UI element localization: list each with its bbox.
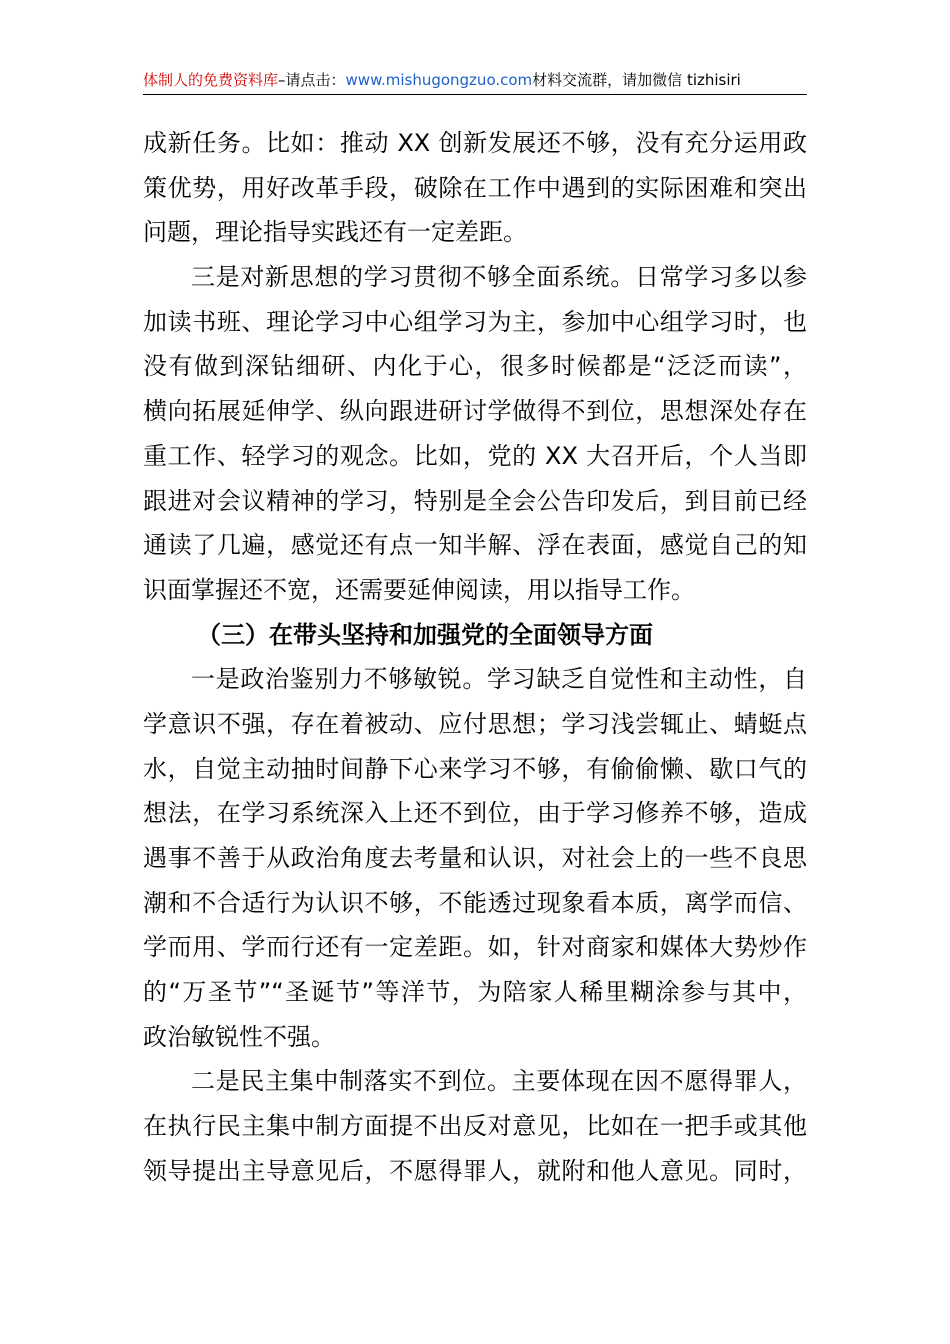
text-line: 潮和不合适行为认识不够，不能透过现象看本质，离学而信、: [143, 888, 807, 917]
text-line: 加读书班、理论学习中心组学习为主，参加中心组学习时，也: [143, 307, 807, 336]
page-header: [143, 66, 807, 95]
text-line: 政治敏锐性不强。: [143, 1022, 335, 1051]
text-line: 跟进对会议精神的学习，特别是全会公告印发后，到目前已经: [143, 486, 807, 515]
text-line: 识面掌握还不宽，还需要延伸阅读，用以指导工作。: [143, 575, 695, 604]
text-line: 遇事不善于从政治角度去考量和认识，对社会上的一些不良思: [143, 844, 807, 872]
text-line: 没有做到深钻细研、内化于心，很多时候都是“泛泛而读”，: [143, 352, 807, 381]
text-line: 横向拓展延伸学、纵向跟进研讨学做得不到位，思想深处存在: [143, 397, 807, 426]
text-line: 在执行民主集中制方面提不出反对意见，比如在一把手或其他: [143, 1112, 807, 1141]
text-line: 通读了几遍，感觉还有点一知半解、浮在表面，感觉自己的知: [143, 531, 807, 560]
text-line: 想法，在学习系统深入上还不到位，由于学习修养不够，造成: [143, 799, 807, 828]
paragraph-first-line: 一是政治鉴别力不够敏锐。学习缺乏自觉性和主动性，自: [191, 665, 807, 694]
text-line: 学意识不强，存在着被动、应付思想；学习浅尝辄止、蜻蜓点: [143, 709, 807, 738]
header-tail: 材料交流群，请加微信 tizhisiri: [532, 71, 741, 89]
header-url-link[interactable]: www.mishugongzuo.com: [345, 71, 533, 89]
text-line: 学而用、学而行还有一定差距。如，针对商家和媒体大势炒作: [143, 933, 807, 962]
text-line: 重工作、轻学习的观念。比如，党的 XX 大召开后，个人当即: [143, 441, 807, 470]
text-line: 成新任务。比如：推动 XX 创新发展还不够，没有充分运用政: [143, 129, 807, 157]
paragraph-first-line: 二是民主集中制落实不到位。主要体现在因不愿得罪人，: [191, 1067, 807, 1096]
text-line: 问题，理论指导实践还有一定差距。: [143, 218, 527, 247]
text-line: 策优势，用好改革手段，破除在工作中遇到的实际困难和突出: [143, 173, 807, 202]
text-line: 的“万圣节”“圣诞节”等洋节，为陪家人稀里糊涂参与其中，: [143, 978, 807, 1007]
header-prompt: –请点击：: [278, 71, 346, 89]
text-line: 领导提出主导意见后，不愿得罪人，就附和他人意见。同时，: [143, 1156, 807, 1185]
document-body: [143, 121, 807, 1194]
header-brand: 体制人的免费资料库: [143, 71, 279, 89]
section-heading: （三）在带头坚持和加强党的全面领导方面: [197, 620, 653, 649]
paragraph-first-line: 三是对新思想的学习贯彻不够全面系统。日常学习多以参: [191, 263, 807, 292]
text-line: 水，自觉主动抽时间静下心来学习不够，有偷偷懒、歇口气的: [143, 754, 807, 783]
